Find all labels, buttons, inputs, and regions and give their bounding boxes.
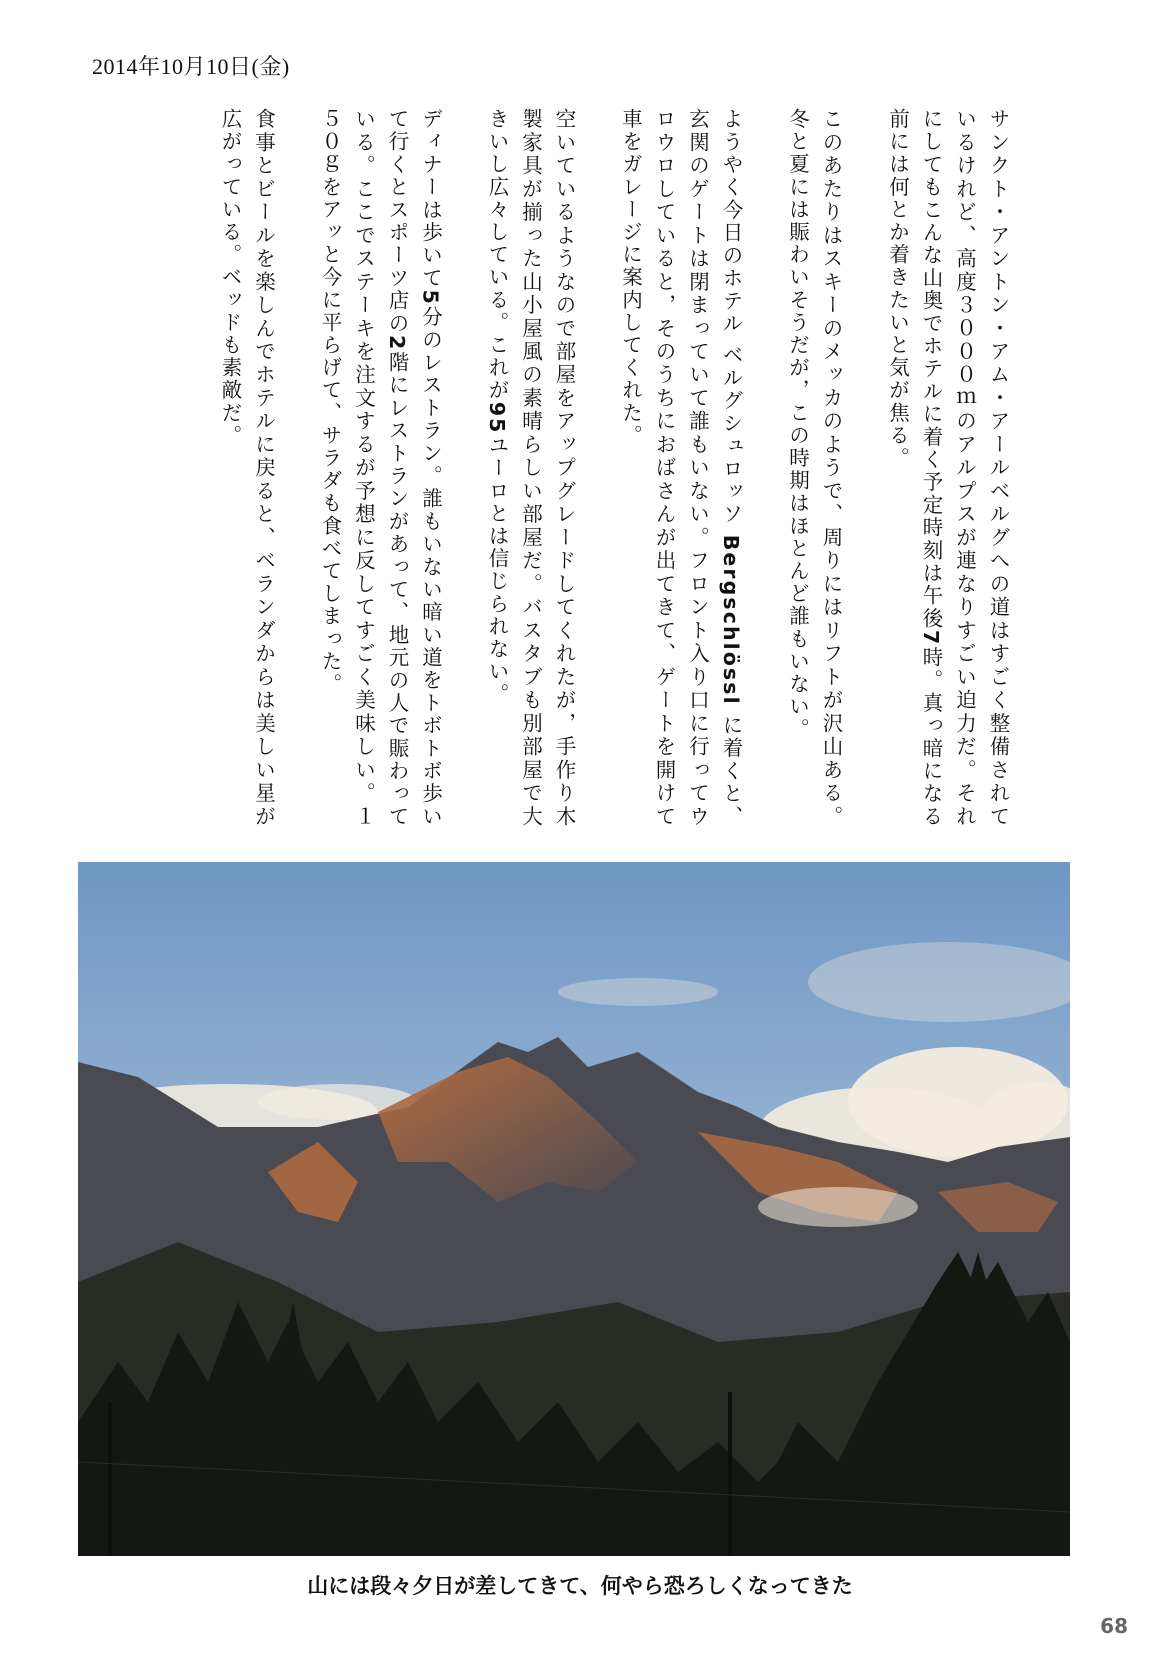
paragraph-text: このあたりはスキーのメッカのようで、周りにはリフトが沢山ある。冬と夏には賑わいそうだが，この時期はほとんど誰もいない。 [785,108,843,828]
page-number: 68 [1100,1614,1128,1638]
paragraph-text: サンクト・アントン・アム・アールベルグへの道はすごく整備されているけれど、高度３０００ｍのアルプスが連なりすごい迫力だ。それにしてもこんな山奥でホテルに着く予定時刻は午後 [919,108,1010,828]
paragraph-text: 階にレストランがあって、地元の人で賑わっている。ここでステーキを注文するが予想に反してすごく美味しい。１５０ｇをアッと今に平らげて、サラダも食べてしまった。 [318,108,409,829]
paragraph [480,108,581,828]
paragraph-text: 空いているようなので部屋をアップグレードしてくれたが，手作り木製家具が揃った山小屋風の素晴らしい部屋だ。バスタブも別部屋で大きいし広々している。これが [485,108,576,828]
paragraph-number: 5 [418,289,443,306]
utility-pole [108,1402,112,1556]
paragraph-text: ようやく今日のホテル ベルグシュロッソ [719,108,743,535]
page-date: 2014年10月10日(金) [92,54,290,79]
paragraph-number: 2 [385,334,409,352]
paragraph-text: 時。真っ暗になる前には何とか着きたいと気が焦る。 [885,108,943,828]
article-body [124,108,1014,828]
mountain-photo-illustration [78,862,1070,1556]
paragraph-text: ユーロとは信じられない。 [485,434,509,706]
photo-caption: 山には段々夕日が差してきて、何やら恐ろしくなってきた [307,1574,853,1598]
paragraph-text: に着くと、玄関のゲートは閉まっていて誰もいない。フロント入り口に行ってウロウロしていると，そのうちにおばさんが出てきて、ゲートを開けて車をガレージに案内してくれた。 [618,108,743,828]
paragraph-number: 7 [919,630,943,647]
paragraph [880,108,1014,828]
paragraph [213,108,280,828]
mountain-mist [758,1187,918,1227]
paragraph-text: ディナーは歩いて [418,108,443,290]
hotel-name: Bergschlössl [719,534,743,706]
paragraph [613,108,747,828]
paragraph-number: 95 [485,401,509,435]
paragraph-text: 分のレストラン。誰もいない暗い道をトボトボ歩いて行くとスポーツ店の [385,108,443,828]
paragraph-text: 食事とビールを楽しんでホテルに戻ると、ベランダからは美しい星が広がっている。ベッドも素敵だ。 [218,108,276,828]
utility-pole [728,1392,732,1556]
paragraph [780,108,847,828]
mountain-photo [78,862,1070,1556]
paragraph [313,108,447,828]
